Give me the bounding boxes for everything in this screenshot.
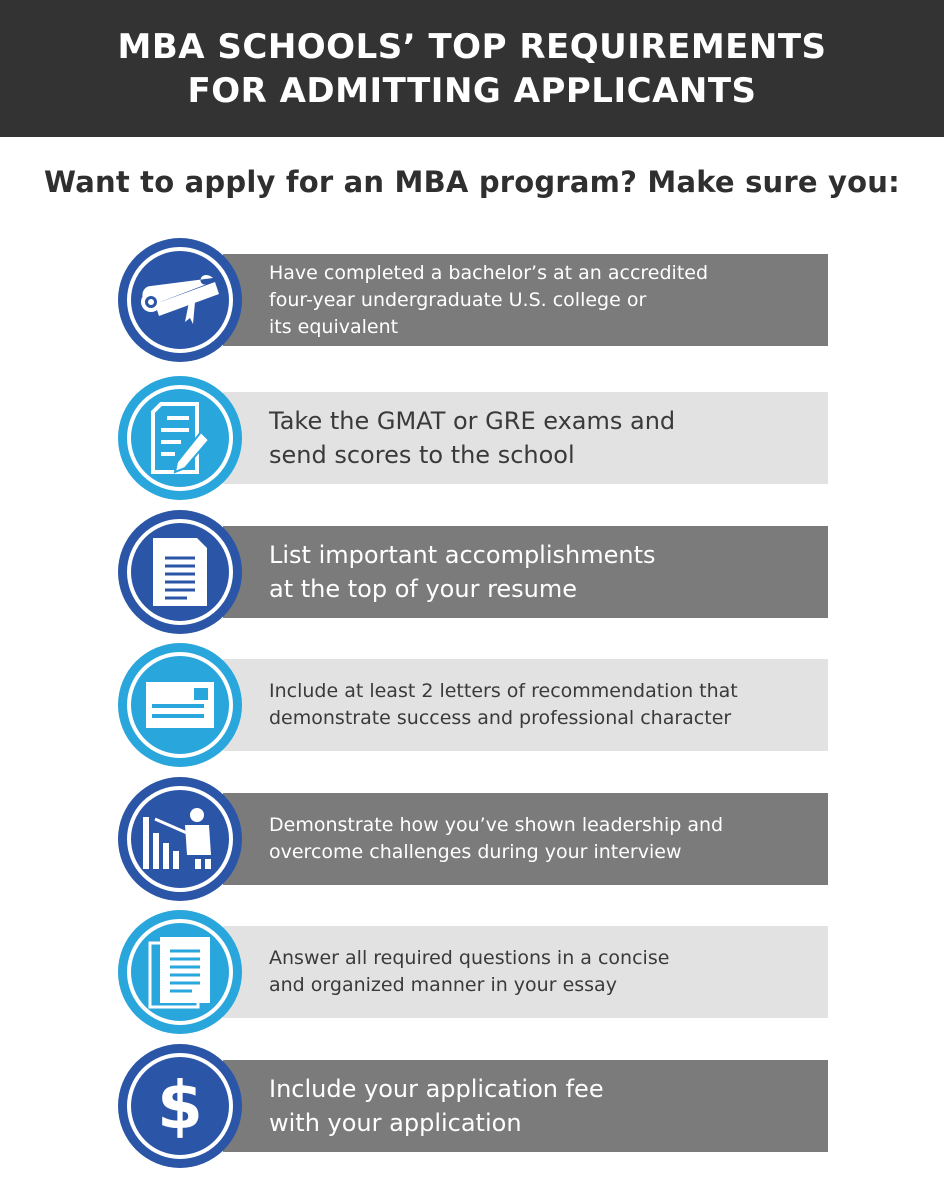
title-line-1: MBA SCHOOLS’ TOP REQUIREMENTS bbox=[117, 26, 827, 67]
icon-circle bbox=[118, 1044, 242, 1168]
requirement-item-fee bbox=[118, 1044, 830, 1168]
requirement-line: at the top of your resume bbox=[269, 575, 578, 603]
envelope-letter-icon bbox=[144, 680, 216, 730]
title-line-2: FOR ADMITTING APPLICANTS bbox=[187, 70, 757, 111]
requirement-line: send scores to the school bbox=[269, 441, 575, 469]
requirement-line: and organized manner in your essay bbox=[269, 974, 617, 996]
icon-circle bbox=[118, 510, 242, 634]
dollar-icon: $ bbox=[157, 1067, 203, 1144]
requirement-text bbox=[269, 945, 669, 999]
requirement-line: Have completed a bachelor’s at an accredited bbox=[269, 261, 709, 284]
requirement-line: overcome challenges during your interview bbox=[269, 841, 682, 863]
icon-circle bbox=[118, 376, 242, 500]
requirement-bar bbox=[223, 254, 828, 346]
requirement-bar bbox=[223, 1060, 828, 1152]
requirement-line: its equivalent bbox=[269, 315, 399, 338]
essay-document-icon bbox=[148, 935, 212, 1009]
requirement-item-interview bbox=[118, 777, 830, 901]
icon-circle bbox=[118, 910, 242, 1034]
subtitle: Want to apply for an MBA program? Make sure you: bbox=[44, 165, 900, 199]
requirement-item-exams bbox=[118, 376, 830, 500]
requirement-line: Answer all required questions in a concise bbox=[269, 947, 670, 969]
requirement-line: Include at least 2 letters of recommendation that bbox=[269, 680, 738, 702]
requirement-text bbox=[269, 678, 738, 732]
icon-circle bbox=[118, 643, 242, 767]
requirement-text bbox=[269, 538, 656, 606]
requirement-bar bbox=[223, 392, 828, 484]
requirement-item-essay bbox=[118, 910, 830, 1034]
header-banner bbox=[0, 0, 944, 137]
icon-circle bbox=[118, 777, 242, 901]
requirement-line: demonstrate success and professional character bbox=[269, 707, 732, 729]
requirement-item-recommendations bbox=[118, 643, 830, 767]
resume-document-icon bbox=[151, 536, 209, 608]
icon-circle bbox=[118, 238, 242, 362]
requirement-line: four-year undergraduate U.S. college or bbox=[269, 288, 647, 311]
requirement-line: List important accomplishments bbox=[269, 541, 656, 569]
requirement-text bbox=[269, 404, 675, 472]
requirement-item-resume bbox=[118, 510, 830, 634]
requirement-bar bbox=[223, 659, 828, 751]
requirement-line: Demonstrate how you’ve shown leadership and bbox=[269, 814, 724, 836]
presenter-chart-icon bbox=[141, 807, 219, 871]
requirement-line: Take the GMAT or GRE exams and bbox=[269, 407, 676, 435]
requirement-item-degree bbox=[118, 238, 830, 362]
requirement-line: with your application bbox=[269, 1109, 522, 1137]
requirement-bar bbox=[223, 926, 828, 1018]
diploma-icon bbox=[137, 272, 223, 328]
requirement-line: Include your application fee bbox=[269, 1075, 604, 1103]
requirement-bar bbox=[223, 526, 828, 618]
requirement-text bbox=[269, 1072, 604, 1140]
exam-paper-icon bbox=[147, 402, 213, 474]
requirement-bar bbox=[223, 793, 828, 885]
requirement-text bbox=[269, 812, 723, 866]
requirement-text bbox=[269, 260, 708, 341]
